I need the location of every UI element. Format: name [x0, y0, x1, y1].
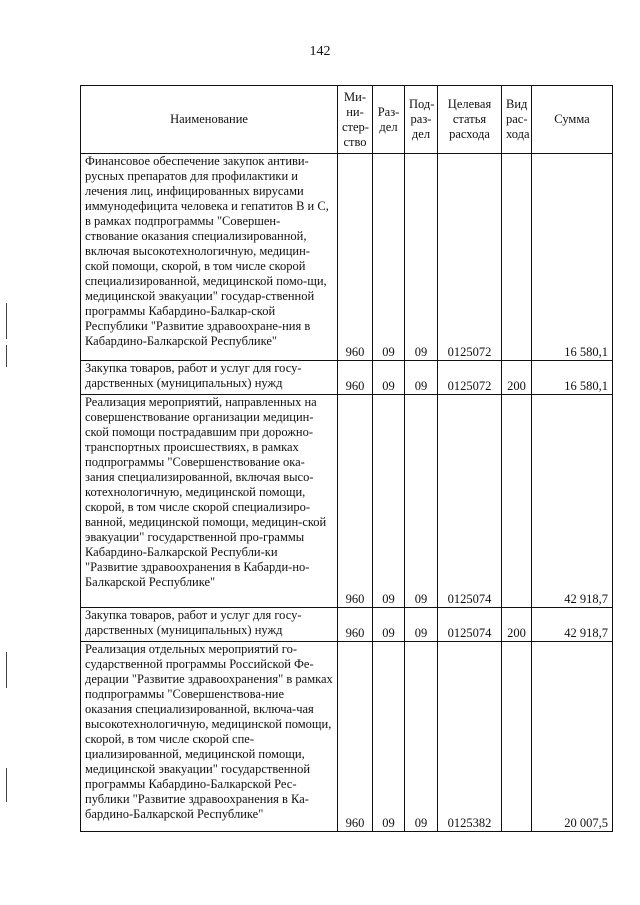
row-ministry: 960 — [338, 361, 373, 395]
row-name: Реализация отдельных мероприятий го-сударственной программы Российской Фе-дерации "Развитие здравоохранения" в рамках подпрограммы "Совершенствова-ние оказания специализированной, включа-чая высокотехнологичную, медицинской помощи, скорой, в том числе скорой спе-циализированной, медицинской помощи, медицинской эвакуации" государственной программы Кабардино-Балкарской Рес-публики "Развитие здравоохранения в Ка-бардино-Балкарской Республике" — [81, 642, 338, 832]
table-row — [81, 361, 613, 395]
column-header-section: Раз- дел — [373, 86, 405, 154]
column-header-name: Наименование — [81, 86, 338, 154]
table-row — [81, 395, 613, 608]
row-name: Закупка товаров, работ и услуг для госу-дарственных (муниципальных) нужд — [81, 608, 338, 642]
row-amount: 20 007,5 — [532, 642, 613, 832]
row-section: 09 — [373, 608, 405, 642]
row-subsection: 09 — [405, 361, 438, 395]
row-target-article: 0125072 — [438, 154, 502, 361]
row-section: 09 — [373, 361, 405, 395]
row-expense-type — [502, 154, 532, 361]
margin-mark — [6, 345, 7, 367]
row-expense-type — [502, 642, 532, 832]
table-row — [81, 154, 613, 361]
table-row — [81, 608, 613, 642]
row-amount: 16 580,1 — [532, 361, 613, 395]
row-section: 09 — [373, 642, 405, 832]
row-expense-type: 200 — [502, 361, 532, 395]
row-target-article: 0125074 — [438, 608, 502, 642]
row-section: 09 — [373, 154, 405, 361]
column-header-ministry: Ми- ни- стер- ство — [338, 86, 373, 154]
table-row — [81, 642, 613, 832]
budget-table — [80, 85, 613, 832]
row-ministry: 960 — [338, 154, 373, 361]
row-name: Закупка товаров, работ и услуг для госу-дарственных (муниципальных) нужд — [81, 361, 338, 395]
row-target-article: 0125074 — [438, 395, 502, 608]
row-ministry: 960 — [338, 642, 373, 832]
margin-mark — [6, 303, 7, 339]
row-amount: 42 918,7 — [532, 395, 613, 608]
row-name: Финансовое обеспечение закупок антиви-русных препаратов для профилактики и лечения лиц, инфицированных вирусами иммунодефицита человека и гепатитов В и С, в рамках подпрограммы "Совершен-ствование оказания специализированной, включая высокотехнологичную, медицин-ской помощи, скорой, в том числе скорой специализированной, медицинской помо-щи, медицинской эвакуации" государ-ственной программы Кабардино-Балкар-ской Республики "Развитие здравоохране-ния в Кабардино-Балкарской Республике" — [81, 154, 338, 361]
row-expense-type — [502, 395, 532, 608]
row-target-article: 0125382 — [438, 642, 502, 832]
column-header-subsection: Под- раз- дел — [405, 86, 438, 154]
row-amount: 42 918,7 — [532, 608, 613, 642]
margin-mark — [6, 652, 7, 688]
row-ministry: 960 — [338, 608, 373, 642]
row-amount: 16 580,1 — [532, 154, 613, 361]
row-subsection: 09 — [405, 154, 438, 361]
column-header-target-article: Целевая статья расхода — [438, 86, 502, 154]
row-subsection: 09 — [405, 395, 438, 608]
row-subsection: 09 — [405, 642, 438, 832]
page-number: 142 — [309, 44, 331, 59]
table-header-row — [81, 86, 613, 154]
margin-mark — [6, 768, 7, 802]
row-ministry: 960 — [338, 395, 373, 608]
column-header-expense-type: Вид рас- хода — [502, 86, 532, 154]
row-name: Реализация мероприятий, направленных на совершенствование организации медицин-ской помощи пострадавшим при дорожно-транспортных происшествиях, в рамках подпрограммы "Совершенствование ока-зания специализированной, включая высо-котехнологичную, медицинской помощи, скорой, в том числе скорой специализиро-ванной, медицинской помощи, медицин-ской эвакуации" государственной про-граммы Кабардино-Балкарской Республи-ки "Развитие здравоохранения в Кабарди-но-Балкарской Республике" — [81, 395, 338, 608]
row-subsection: 09 — [405, 608, 438, 642]
row-section: 09 — [373, 395, 405, 608]
row-expense-type: 200 — [502, 608, 532, 642]
row-target-article: 0125072 — [438, 361, 502, 395]
column-header-amount: Сумма — [532, 86, 613, 154]
